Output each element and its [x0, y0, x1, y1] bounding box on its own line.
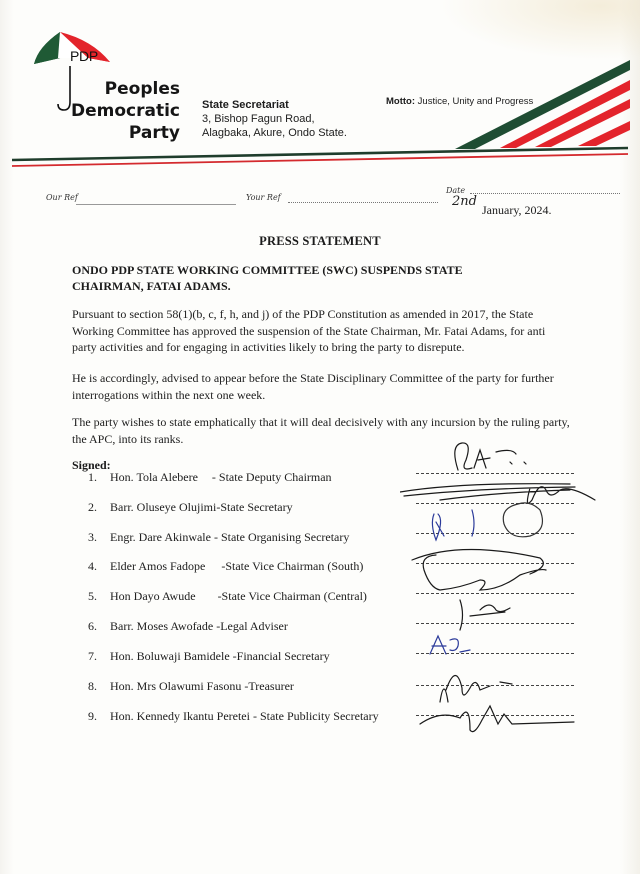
- signatory-role: - State Organising Secretary: [210, 530, 350, 544]
- signatory-row: [88, 709, 379, 724]
- letterhead-stripes: [0, 0, 640, 180]
- signatory-row: [88, 649, 330, 664]
- paragraph: Pursuant to section 58(1)(b, c, f, h, and j) of the PDP Constitution as amended in 2017, the State Working Committee has approved the suspension of the State Chairman, Mr. Fatai Adams, for anti party activities and for engaging in activities likely to bring the party to disrepute.: [72, 307, 546, 354]
- handwritten-signatures: [400, 440, 640, 740]
- paragraph: The party wishes to state emphatically that it will deal decisively with any incursion by the ruling party, the APC, into its ranks.: [72, 415, 570, 446]
- signatory-row: [88, 470, 332, 485]
- signatory-role: -Legal Adviser: [213, 619, 288, 633]
- signatory-name: Hon. Boluwaji Bamidele: [110, 649, 230, 663]
- signatory-number: 5.: [88, 589, 97, 603]
- signatory-role: - State Deputy Chairman: [211, 470, 332, 484]
- signatory-role: -State Vice Chairman (Central): [217, 589, 367, 603]
- signatory-number: 2.: [88, 500, 97, 514]
- signatory-number: 9.: [88, 709, 97, 723]
- statement-headline: ONDO PDP STATE WORKING COMMITTEE (SWC) SUSPENDS STATE CHAIRMAN, FATAI ADAMS.: [72, 263, 463, 293]
- page-title: PRESS STATEMENT: [259, 234, 381, 248]
- signatory-name: Elder Amos Fadope: [110, 559, 206, 573]
- signatory-role: -State Vice Chairman (South): [221, 559, 364, 573]
- signatory-name: Barr. Oluseye Olujimi: [110, 500, 217, 514]
- signatory-name: Hon. Mrs Olawumi Fasonu: [110, 679, 242, 693]
- motto-text: Justice, Unity and Progress: [417, 96, 534, 107]
- date-label: Date: [446, 186, 466, 195]
- signed-label: Signed:: [72, 458, 111, 472]
- party-name-line: Democratic: [71, 101, 180, 121]
- signatory-row: [88, 530, 349, 545]
- signatory-row: [88, 619, 288, 634]
- your-ref-field: [288, 202, 438, 203]
- signatory-name: Barr. Moses Awofade: [110, 619, 214, 633]
- signatory-number: 8.: [88, 679, 97, 693]
- party-name-line: Party: [128, 123, 180, 143]
- date-value: January, 2024.: [482, 203, 552, 217]
- signatory-number: 6.: [88, 619, 97, 633]
- signatory-name: Engr. Dare Akinwale: [110, 530, 211, 544]
- signatory-number: 1.: [88, 470, 97, 484]
- signatory-number: 4.: [88, 559, 97, 573]
- signatory-name: Hon Dayo Awude: [110, 589, 196, 603]
- address-line: Alagbaka, Akure, Ondo State.: [202, 127, 347, 139]
- date-day-handwritten: 2nd: [452, 194, 477, 209]
- signatory-row: [88, 500, 293, 515]
- signatory-row: [88, 589, 367, 604]
- signatory-role: -State Secretary: [216, 500, 293, 514]
- your-ref-label: Your Ref: [246, 193, 281, 202]
- our-ref-label: Our Ref: [46, 193, 78, 202]
- date-field: [470, 193, 620, 194]
- address-line: 3, Bishop Fagun Road,: [202, 113, 315, 125]
- signatory-role: -Financial Secretary: [229, 649, 330, 663]
- signatory-role: - State Publicity Secretary: [249, 709, 379, 723]
- secretariat-title: State Secretariat: [202, 99, 289, 111]
- our-ref-field: [76, 204, 236, 205]
- signatory-number: 7.: [88, 649, 97, 663]
- signatory-row: [88, 679, 294, 694]
- signatory-role: -Treasurer: [241, 679, 294, 693]
- paragraph: He is accordingly, advised to appear before the State Disciplinary Committee of the party for further interrogations within the next one week.: [72, 371, 554, 402]
- signatory-number: 3.: [88, 530, 97, 544]
- motto-label: Motto:: [386, 96, 416, 107]
- party-name-line: Peoples: [104, 79, 180, 99]
- logo-initials: PDP: [70, 48, 98, 64]
- signatory-row: [88, 559, 363, 574]
- signatory-name: Hon. Tola Alebere: [110, 470, 198, 484]
- signatory-name: Hon. Kennedy Ikantu Peretei: [110, 709, 250, 723]
